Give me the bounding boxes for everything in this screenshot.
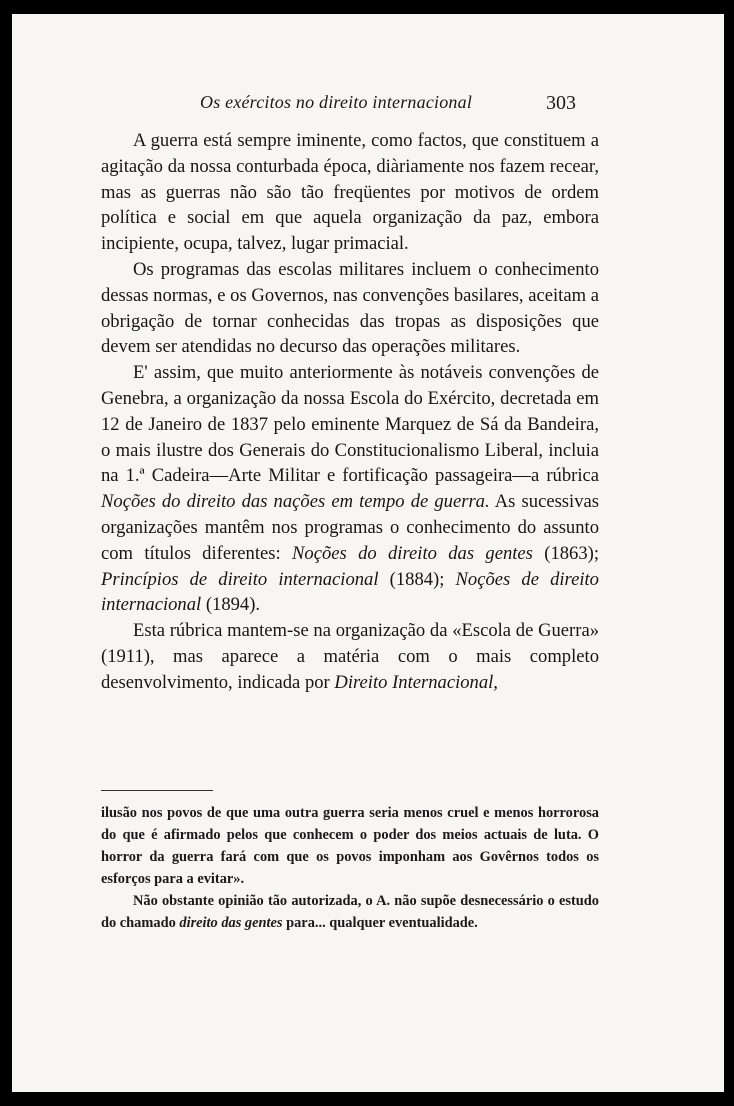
footnote-2-text-a: Não obstante opinião tão autorizada, o A. não supõe desnecessário o estudo do chamado xyxy=(101,893,599,931)
paragraph-4-text: Esta rúbrica mantem-se na organização da «Escola de Guerra» (1911), mas aparece a matéria com o mais completo desenvolvimento, indicada por xyxy=(101,620,599,693)
paragraph-3-text-c: (1863); xyxy=(532,542,599,564)
paragraph-4 xyxy=(101,618,599,695)
italic-title-direito-internacional: Direito Internacional, xyxy=(334,671,498,693)
italic-title-nocoes-nacoes: Noções do direito das nações em tempo de guerra. xyxy=(101,491,490,513)
italic-title-principios: Princípios de direito internacional xyxy=(101,568,379,590)
paragraph-1-text: A guerra está sempre iminente, como factos, que constituem a agitação da nossa conturbada época, diàriamente nos fazem recear, mas as guerras não são tão freqüentes por motivos de ordem política e social em que aquela organização da paz, embora incipiente, ocupa, talvez, lugar primacial. xyxy=(101,130,599,255)
footnote-1 xyxy=(101,802,599,890)
footnotes xyxy=(101,802,599,934)
footnote-1-text: ilusão nos povos de que uma outra guerra seria menos cruel e menos horrorosa do que é afirmado pelos que conhecem o poder dos meios actuais de luta. O horror da guerra fará com que os povos imponham aos Govêrnos todos os esforços para a evitar». xyxy=(101,805,599,887)
page-header xyxy=(12,92,724,120)
paragraph-3-text-b: As sucessivas organizações mantêm nos programas o conhecimento do assunto com títulos diferentes: xyxy=(101,491,599,564)
paragraph-3-text-e: (1894). xyxy=(201,594,261,616)
book-page xyxy=(12,14,724,1092)
paragraph-2 xyxy=(101,257,599,360)
footnote-2-italic: direito das gentes xyxy=(179,915,283,931)
footnote-rule xyxy=(101,790,213,791)
italic-title-nocoes-internacional: Noções de direito internacional xyxy=(101,568,599,616)
page-number: 303 xyxy=(546,92,576,114)
paragraph-3-text-a: E' assim, que muito anteriormente às notáveis convenções de Genebra, a organização da nossa Escola do Exército, decretada em 12 de Janeiro de 1837 pelo eminente Marquez de Sá da Bandeira, o mais ilustre dos Generais do Constitucionalismo Liberal, incluia na 1.ª Cadeira—Arte Militar e fortificação passageira—a rúbrica xyxy=(101,362,599,487)
paragraph-3-text-d: (1884); xyxy=(378,568,456,590)
footnote-2 xyxy=(101,890,599,934)
main-text xyxy=(101,128,599,696)
paragraph-1 xyxy=(101,128,599,257)
footnote-2-text-b: para... qualquer eventualidade. xyxy=(282,915,478,931)
running-title: Os exércitos no direito internacional xyxy=(200,92,473,112)
paragraph-2-text: Os programas das escolas militares incluem o conhecimento dessas normas, e os Governos, nas convenções basilares, aceitam a obrigação de tornar conhecidas das tropas as disposições que devem ser atendidas no decurso das operações militares. xyxy=(101,258,599,358)
paragraph-3 xyxy=(101,360,599,618)
italic-title-nocoes-gentes: Noções do direito das gentes xyxy=(292,542,533,564)
